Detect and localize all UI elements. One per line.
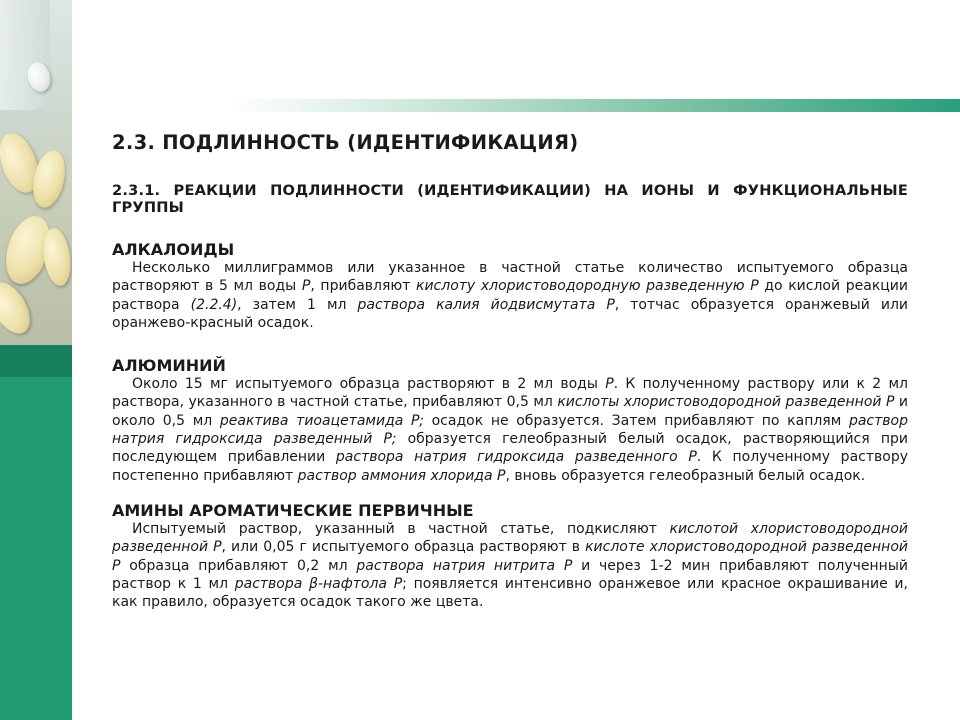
section-text-alkaloids: Несколько миллиграммов или указанное в частной статье количество испытуемого образца растворяют в 5 мл воды P, прибавляют кислоту хлористоводородную разведенную P до кислой реакции раствора (2.2.4), затем 1 мл раствора калия йодвисмутата P, тотчас образуется оранжевый или оранжево-красный осадок. — [112, 260, 908, 331]
section-title-alkaloids: АЛКАЛОИДЫ — [112, 240, 235, 259]
teal-decoration — [0, 345, 72, 720]
blister-pack-image — [0, 0, 50, 110]
pill-image — [0, 276, 38, 340]
page-title: 2.3. ПОДЛИННОСТЬ (ИДЕНТИФИКАЦИЯ) — [112, 131, 579, 154]
slide-content — [112, 130, 908, 611]
pill-image — [40, 226, 72, 287]
section-subheading: 2.3.1. РЕАКЦИИ ПОДЛИННОСТИ (ИДЕНТИФИКАЦИИ) НА ИОНЫ И ФУНКЦИОНАЛЬНЫЕ ГРУППЫ — [112, 182, 908, 216]
section-text-amines: Испытуемый раствор, указанный в частной статье, подкисляют кислотой хлористоводородной разведенной P, или 0,05 г испытуемого образца растворяют в кислоте хлористоводородной разведенной P образца прибавляют 0,2 мл раствора натрия нитрита P и через 1-2 мин прибавляют полученный раствор к 1 мл раствора β-нафтола P; появляется интенсивно оранжевое или красное окрашивание и, как правило, образуется осадок такого же цвета. — [112, 520, 908, 611]
section-title-amines: АМИНЫ АРОМАТИЧЕСКИЕ ПЕРВИЧНЫЕ — [112, 500, 474, 520]
section-text-aluminium: Около 15 мг испытуемого образца растворяют в 2 мл воды P. К полученному раствору или к 2 мл раствора, указанного в частной статье, прибавляют 0,5 мл кислоты хлористоводородной разведенной P и около 0,5 мл реактива тиоацетамида P; осадок не образуется. Затем прибавляют по каплям раствор натрия гидроксида разведенный P; образуется гелеобразный белый осадок, растворяющийся при последующем прибавлении раствора натрия гидроксида разведенного P. К полученному раствору постепенно прибавляют раствор аммония хлорида P, вновь образуется гелеобразный белый осадок. — [112, 376, 908, 484]
decorative-side-panel — [0, 0, 72, 720]
teal-band — [0, 345, 72, 377]
pills-photo — [0, 0, 72, 345]
header-gradient-bar — [230, 99, 960, 112]
section-title-aluminium: АЛЮМИНИЙ — [112, 356, 226, 376]
